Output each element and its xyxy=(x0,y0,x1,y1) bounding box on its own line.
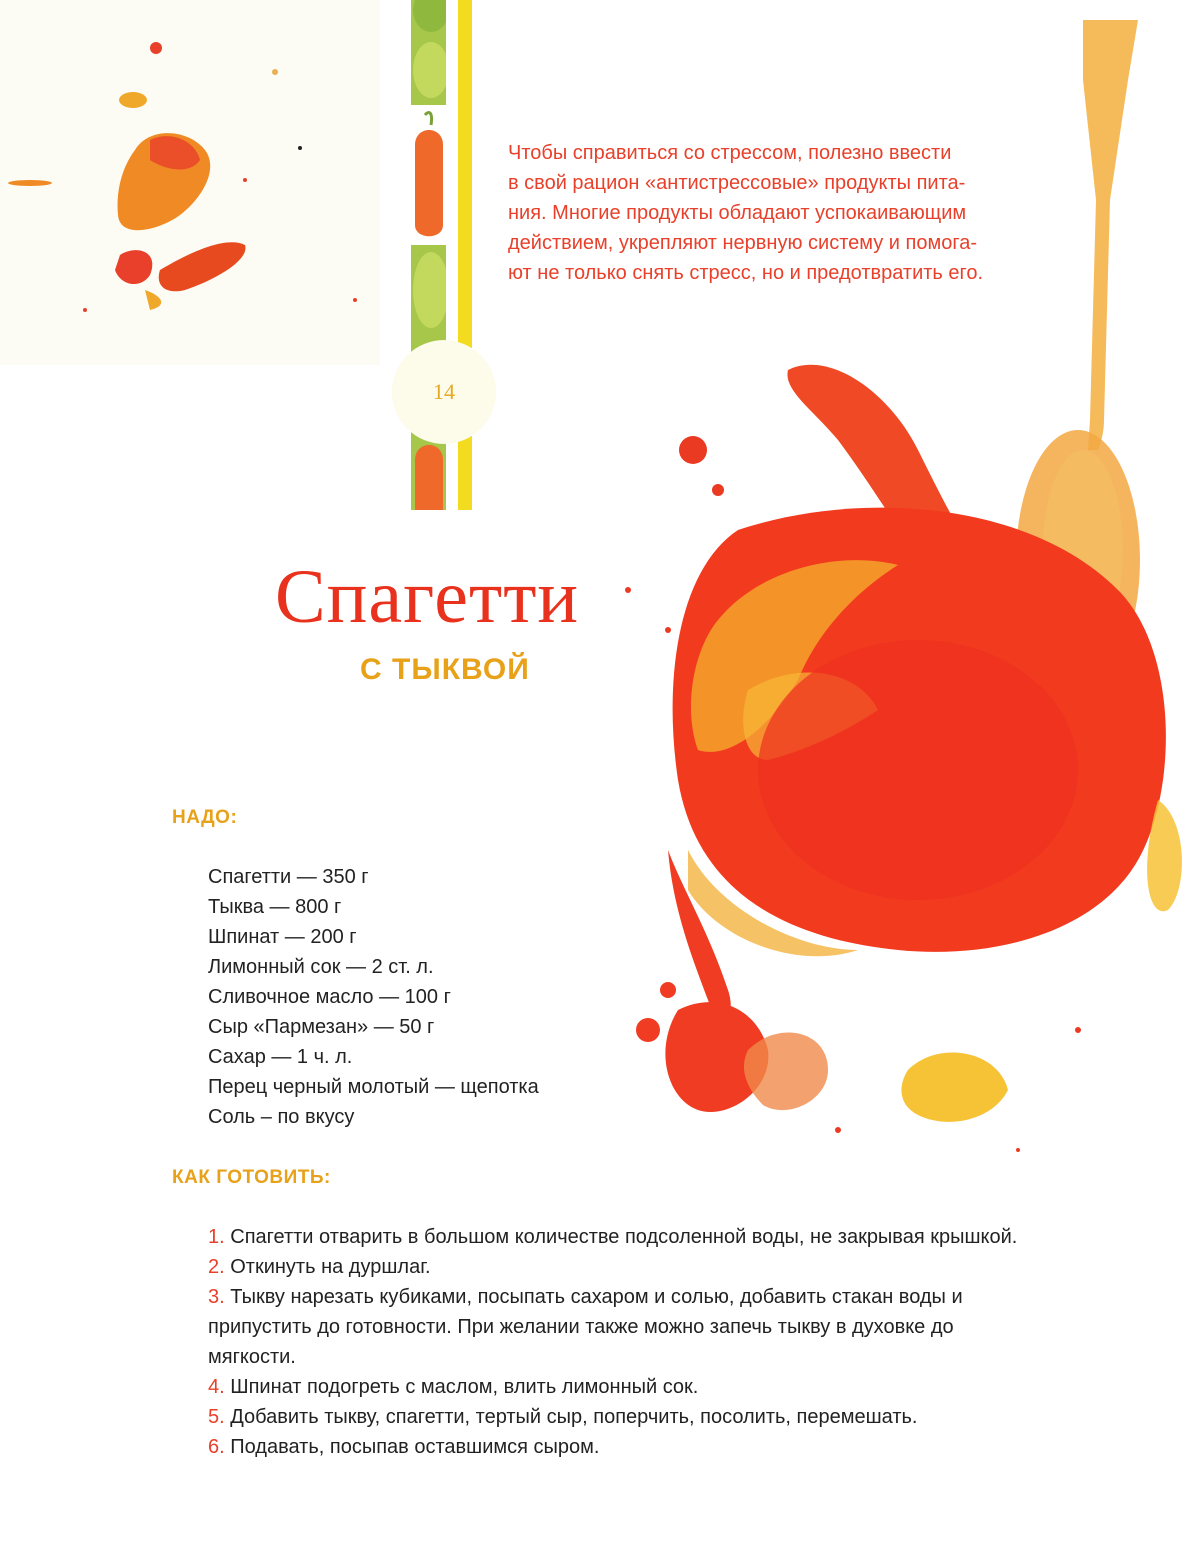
step-text: Спагетти отварить в большом количестве подсоленной воды, не закрывая крышкой. xyxy=(230,1226,1018,1248)
step-item xyxy=(208,1252,1128,1282)
page-number-badge xyxy=(392,340,496,444)
step-number: 1. xyxy=(208,1226,225,1248)
step-text: Шпинат подогреть с маслом, влить лимонный сок. xyxy=(230,1376,699,1398)
recipe-subtitle: С ТЫКВОЙ xyxy=(360,653,530,686)
intro-line: действием, укрепляют нервную систему и помога- xyxy=(508,232,977,254)
intro-paragraph xyxy=(508,138,1068,288)
step-number: 5. xyxy=(208,1406,225,1428)
ingredient-item: Сахар — 1 ч. л. xyxy=(208,1046,353,1068)
step-item xyxy=(208,1432,1128,1462)
ingredient-item: Шпинат — 200 г xyxy=(208,926,357,948)
steps-heading: КАК ГОТОВИТЬ: xyxy=(172,1167,331,1188)
paint-splatter-illustration xyxy=(0,0,380,365)
step-text: мягкости. xyxy=(208,1346,296,1368)
ingredient-item: Тыква — 800 г xyxy=(208,896,342,918)
ingredient-item: Соль – по вкусу xyxy=(208,1106,355,1128)
recipe-title: Спагетти xyxy=(275,555,580,639)
pumpkin-illustration xyxy=(598,330,1193,1190)
step-item xyxy=(208,1282,1128,1372)
intro-line: ют не только снять стресс, но и предотвратить его. xyxy=(508,262,984,284)
step-number: 6. xyxy=(208,1436,225,1458)
ingredients-list xyxy=(208,862,539,1132)
step-number: 2. xyxy=(208,1256,225,1278)
step-text: Откинуть на дуршлаг. xyxy=(230,1256,431,1278)
step-number: 4. xyxy=(208,1376,225,1398)
step-item xyxy=(208,1222,1128,1252)
steps-list xyxy=(208,1222,1128,1462)
step-text: Добавить тыкву, спагетти, тертый сыр, поперчить, посолить, перемешать. xyxy=(230,1406,918,1428)
ingredients-heading: НАДО: xyxy=(172,807,238,828)
intro-line: Чтобы справиться со стрессом, полезно ввести xyxy=(508,142,952,164)
step-text: припустить до готовности. При желании также можно запечь тыкву в духовке до xyxy=(208,1316,954,1338)
ingredient-item: Спагетти — 350 г xyxy=(208,866,369,888)
ingredient-item: Лимонный сок — 2 ст. л. xyxy=(208,956,434,978)
step-item xyxy=(208,1402,1128,1432)
ingredient-item: Сливочное масло — 100 г xyxy=(208,986,451,1008)
ingredient-item: Сыр «Пармезан» — 50 г xyxy=(208,1016,435,1038)
step-text: Тыкву нарезать кубиками, посыпать сахаром и солью, добавить стакан воды и xyxy=(230,1286,963,1308)
step-text: Подавать, посыпав оставшимся сыром. xyxy=(230,1436,600,1458)
step-item xyxy=(208,1372,1128,1402)
intro-line: ния. Многие продукты обладают успокаивающим xyxy=(508,202,967,224)
ingredient-item: Перец черный молотый — щепотка xyxy=(208,1076,539,1098)
page-number: 14 xyxy=(433,379,455,404)
intro-line: в свой рацион «антистрессовые» продукты пита- xyxy=(508,172,966,194)
step-number: 3. xyxy=(208,1286,225,1308)
